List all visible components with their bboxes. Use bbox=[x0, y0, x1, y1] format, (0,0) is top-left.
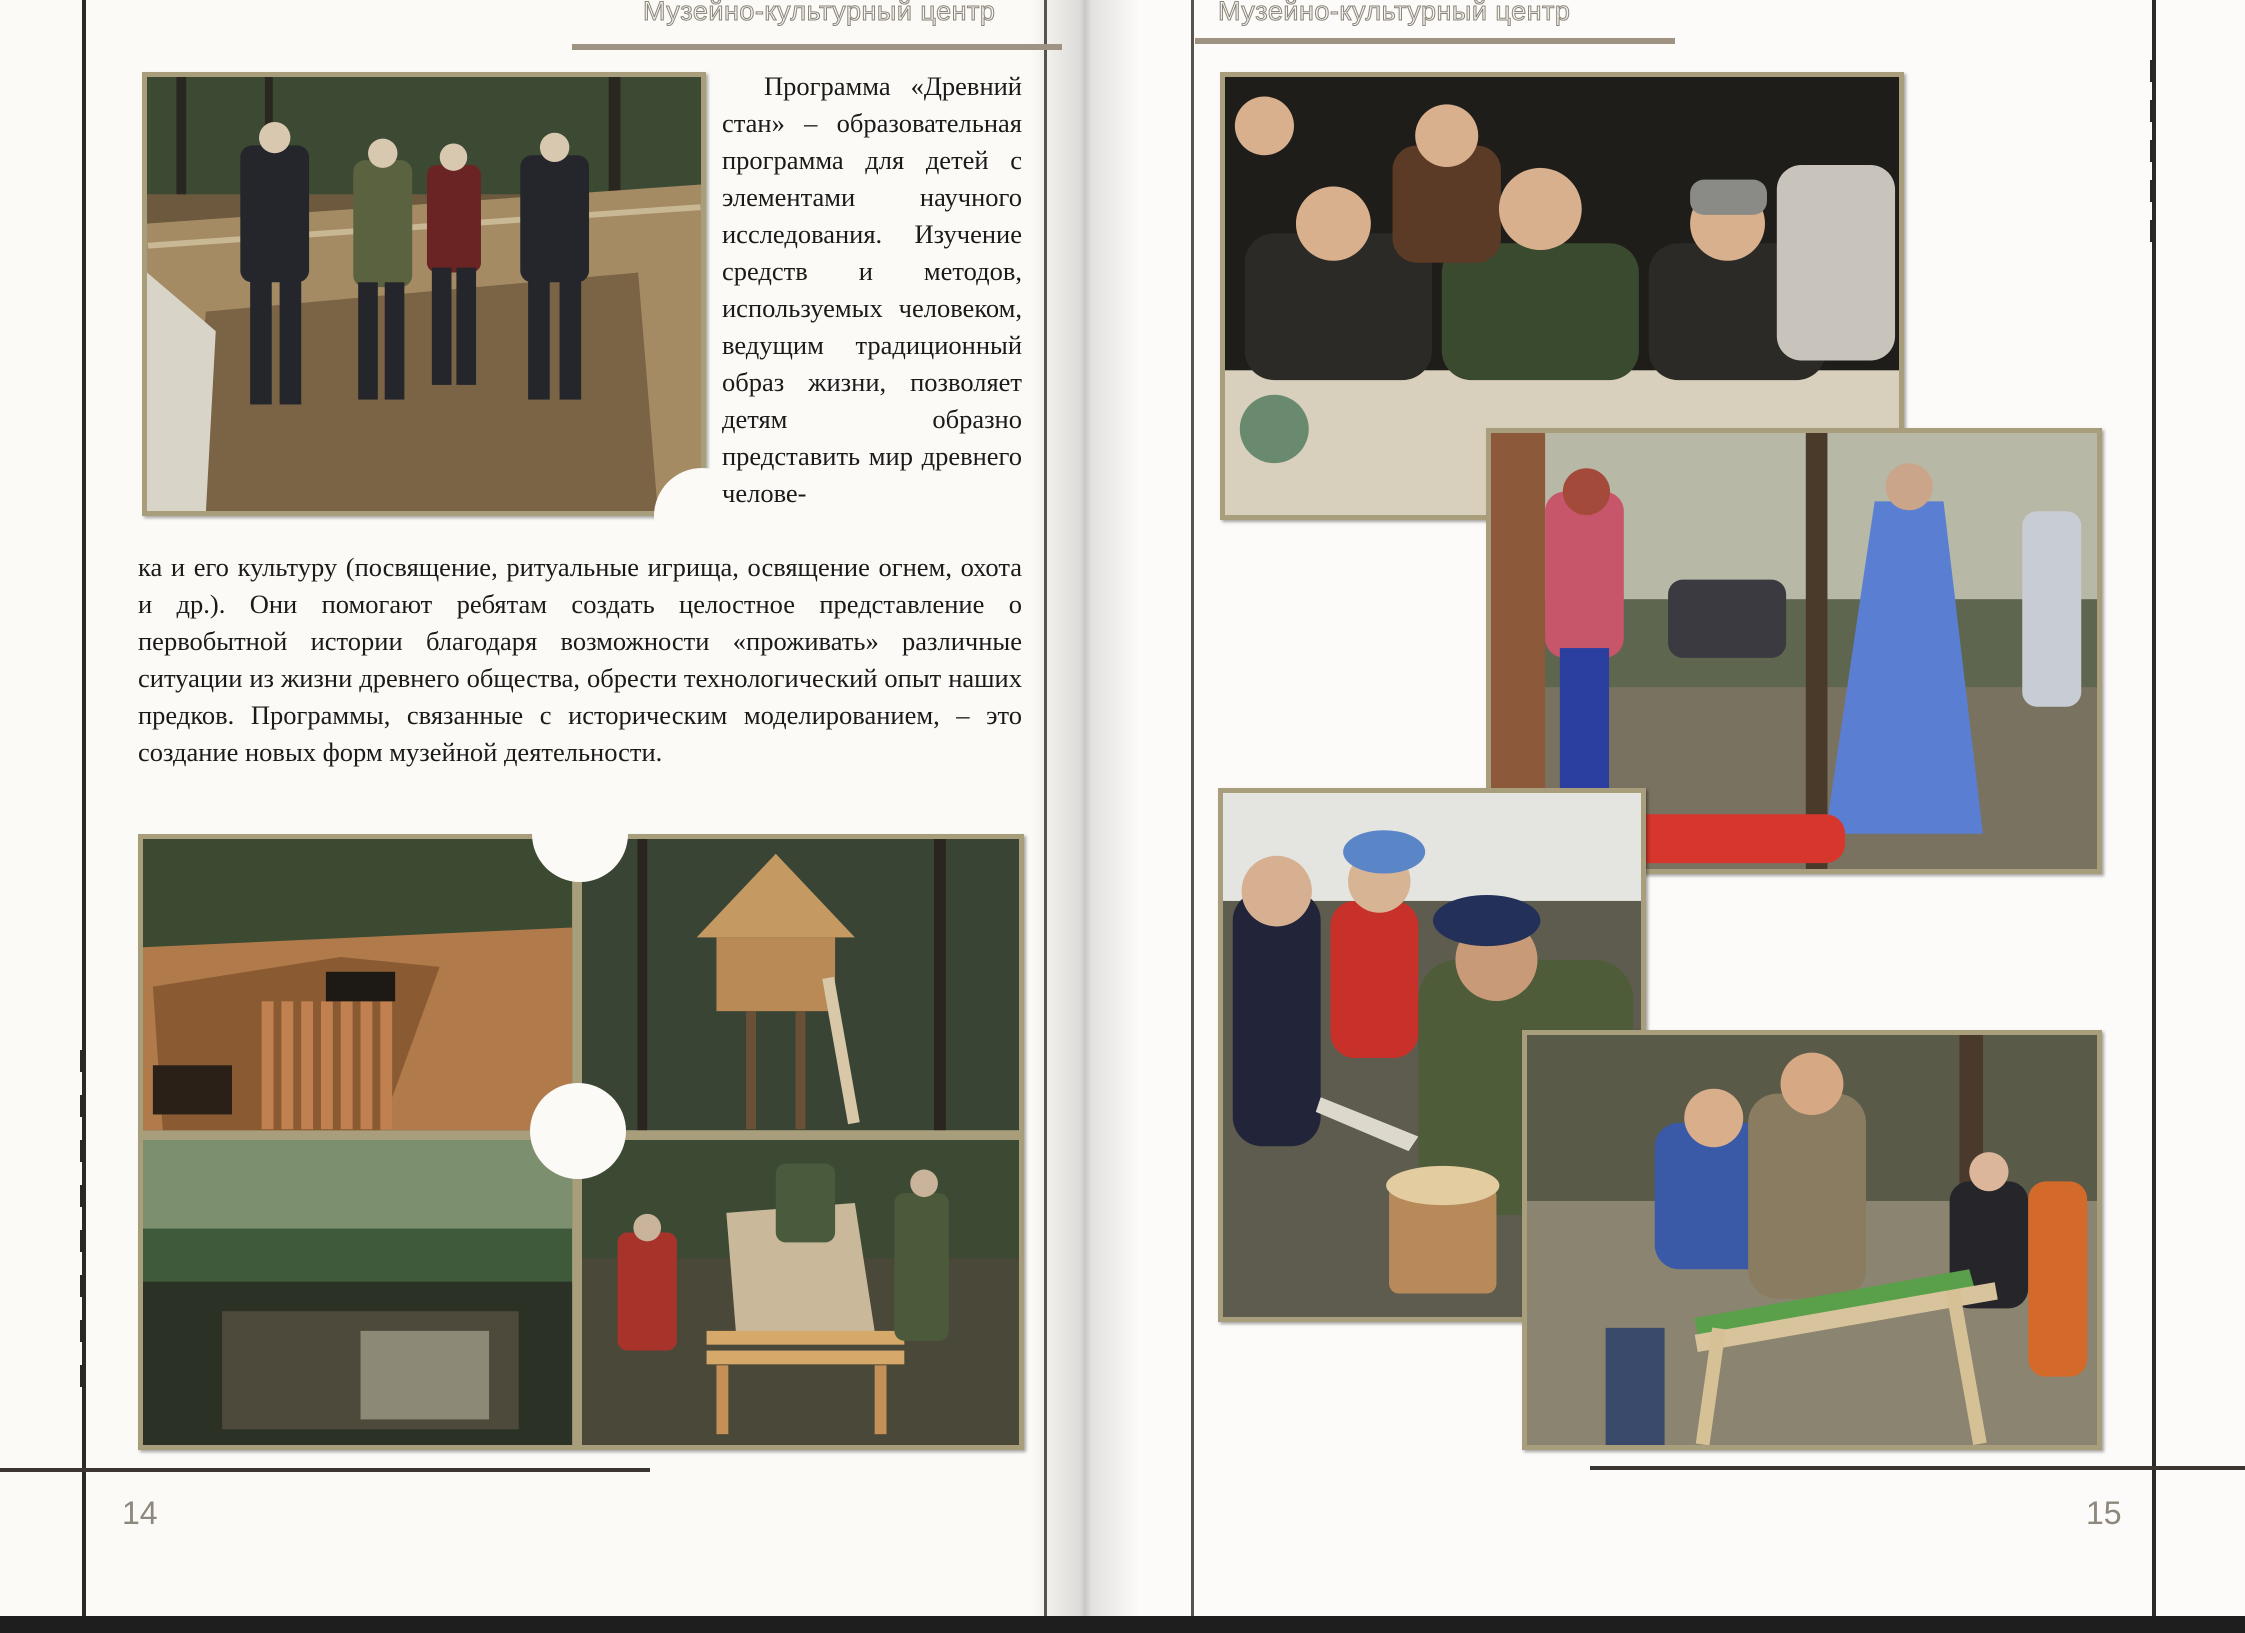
page-number-right: 15 bbox=[2086, 1495, 2122, 1531]
intro-paragraph-continued bbox=[138, 549, 1022, 771]
scan-bottom-edge bbox=[0, 1616, 2245, 1633]
right-bottom-rule bbox=[1590, 1466, 2245, 1470]
left-running-header: Музейно-культурный центр bbox=[643, 0, 996, 26]
photo-excavation-pit bbox=[142, 72, 706, 516]
intro-paragraph-wrap bbox=[722, 68, 1022, 512]
right-margin-line bbox=[2152, 0, 2156, 1633]
left-inner-line bbox=[1044, 0, 1047, 1633]
left-bottom-rule bbox=[0, 1468, 650, 1472]
right-running-header: Музейно-культурный центр bbox=[1218, 0, 1571, 26]
paragraph-text: Программа «Древний стан» – образовательная программа для детей с элементами научного исследования. Изучение средств и методов, используемых человеком, ведущим традиционный образ жизни, позволяет детям образно представить мир древнего челове- bbox=[722, 71, 1022, 508]
left-top-rule bbox=[572, 44, 1062, 50]
right-top-rule bbox=[1195, 38, 1675, 44]
photo-weaving-frame bbox=[1522, 1030, 2102, 1450]
decorative-circle-cutout bbox=[530, 1083, 626, 1179]
left-margin-line bbox=[82, 0, 86, 1633]
paragraph-text: ка и его культуру (посвящение, ритуальные игрища, освящение огнем, охота и др.). Они помогают ребятам создать целостное представление о первобытной истории благодаря возможности «проживать» различные ситуации из жизни древнего общества, обрести технологический опыт наших предков. Программы, связанные с историческим моделированием, – это создание новых форм музейной деятельности. bbox=[138, 552, 1022, 767]
page-number-left: 14 bbox=[122, 1495, 158, 1531]
right-inner-line bbox=[1191, 0, 1194, 1633]
